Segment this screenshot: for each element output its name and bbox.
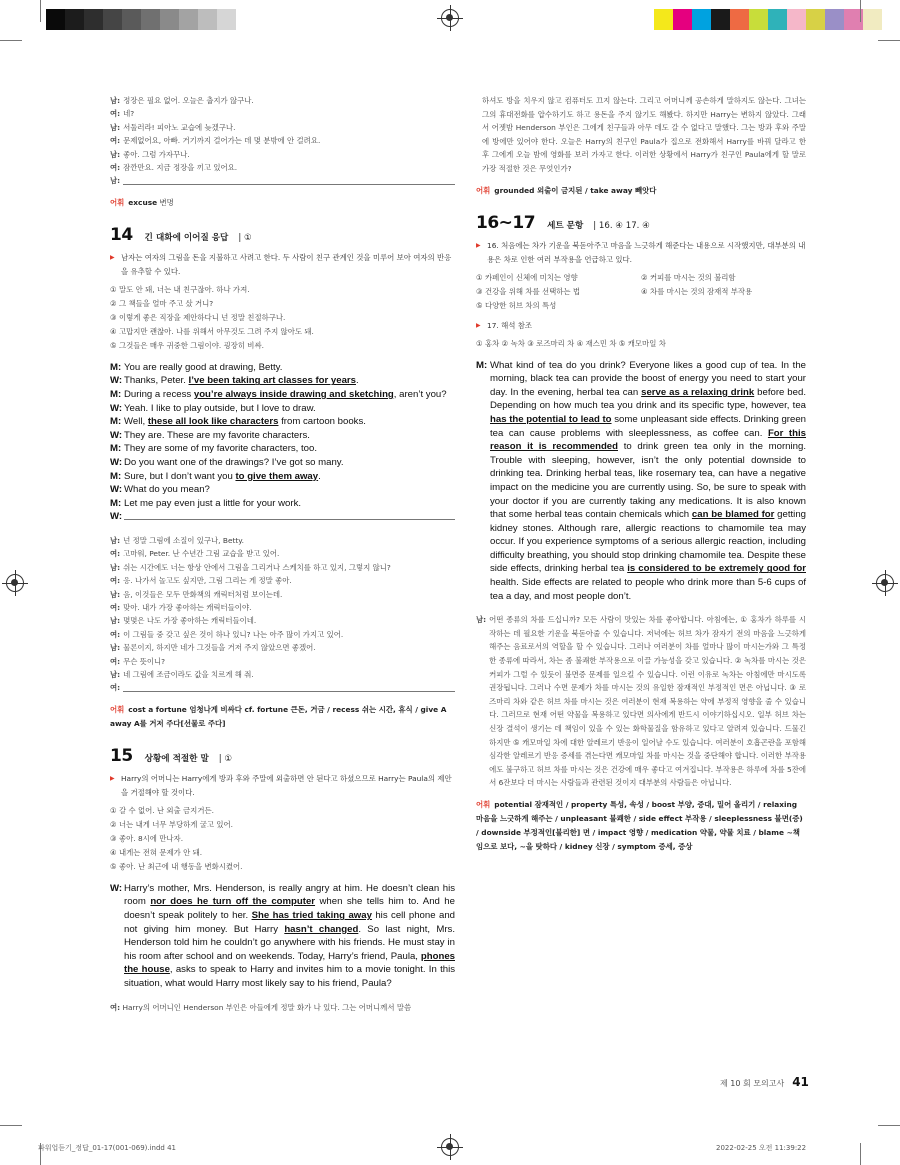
speaker-label: W: <box>110 457 123 468</box>
question-number: 15 <box>110 745 133 766</box>
answer-option: ③ 좋아. 8시에 만나자. <box>110 833 184 843</box>
speaker-label: 남: <box>110 122 121 132</box>
q17-options: ① 홍차 ② 녹차 ③ 로즈마리 차 ④ 재스민 차 ⑤ 캐모마일 차 <box>476 338 666 348</box>
plain-text: his cell phone and not giving him money. But Harry <box>124 910 455 935</box>
key-phrase: these all look like characters <box>147 416 279 428</box>
q16-vocab <box>476 798 806 854</box>
speaker-label: 남: <box>110 535 121 545</box>
translation-line <box>110 628 455 641</box>
plain-text: Well, <box>124 416 148 428</box>
line-text: 쉬는 시간에도 너는 항상 안에서 그림을 그리거나 스케치를 하고 있지, 그렇지 않니? <box>123 562 391 572</box>
speaker-label: 여: <box>110 136 121 146</box>
registration-mark-bottom <box>441 1138 459 1156</box>
speaker-label: M: <box>110 443 122 455</box>
color-swatch <box>692 9 711 30</box>
translation-line <box>110 655 455 668</box>
speaker-label: 남: <box>110 96 121 105</box>
left-column <box>110 94 455 1014</box>
answer-option: ⑤ 다양한 허브 차의 특성 <box>476 300 557 310</box>
speaker-label: 여: <box>110 576 121 586</box>
vocab-meaning: 변명 <box>159 197 174 207</box>
plain-text: Thanks, Peter. <box>124 375 189 387</box>
color-swatch <box>65 9 84 30</box>
vocab-text: grounded 외출이 금지된 / take away 빼앗다 <box>494 185 657 195</box>
question-number: 14 <box>110 224 133 245</box>
plain-text: . So last night, Mrs. Henderson told him he couldn’t go anywhere with his friends. He must stay in his room after school and on weekends. Today, Harry’s friend, Paula, <box>124 923 456 962</box>
translation-line <box>110 121 455 134</box>
translation-text: Harry의 어머니인 Henderson 부인은 아들에게 정말 화가 나 있다. 그는 어머니께서 말씀 <box>122 1002 412 1012</box>
key-phrase: to give them away <box>235 470 319 482</box>
line-text: 고마워, Peter. 난 수년간 그림 교습을 받고 있어. <box>123 549 280 559</box>
key-phrase: hasn’t changed <box>284 923 359 935</box>
speaker-label: W: <box>110 484 123 496</box>
passage-text <box>124 882 455 991</box>
dialogue-line <box>110 510 455 524</box>
question-answer: | ① <box>218 753 233 764</box>
answer-option: ② 너는 내게 너무 부당하게 굴고 있어. <box>110 819 234 829</box>
dialogue-text <box>124 497 455 511</box>
speaker-label: 남: <box>110 670 121 680</box>
plain-text: You are really good at drawing, Betty. <box>124 361 283 373</box>
color-swatch <box>654 9 673 30</box>
speaker-label: W: <box>110 402 123 414</box>
q16-options <box>476 271 806 313</box>
speaker-label: M: <box>110 361 122 373</box>
line-text: 좋아. 그럼 가자꾸나. <box>123 149 190 159</box>
key-phrase: phones the house <box>124 950 455 976</box>
dialogue-text <box>124 442 455 456</box>
q16-17-header <box>476 212 806 233</box>
answer-option: ① 말도 안 돼, 너는 내 친구잖아. 하나 가져. <box>110 284 250 294</box>
line-text: 물론이지, 하지만 네가 그것들을 거저 주지 않았으면 좋겠어. <box>123 643 316 653</box>
q15-options <box>110 804 455 874</box>
speaker-label: W: <box>110 511 123 523</box>
translation-line <box>110 534 455 547</box>
translation-text: 어떤 종류의 차를 드십니까? 모든 사람이 맛있는 차를 좋아합니다. 아침에는, ① 홍차가 하루를 시작하는 데 필요한 기운을 북돋아줄 수 있습니다. 저녁에는 허브 차가 잠자기 전의 마음을 느긋하게 해주는 음료로서의 역할을 할 수 있습니다. 그러나 여러분이 차를 얼마나 많이 마시는가와 그 특정한 종류에 따라서, 차는 좀 불쾌한 부작용으로 이끌 가능성을 갖고 있습니다. ② 녹차를 마시는 것은 커피가 그럴 수 있듯이 불면증 문제를 일으킬 수 있습니다. 이런 이유로 녹차는 아침에만 마시도록 권장됩니다. 그러나 수면 문제가 차를 마시는 것의 유일한 잠재적인 부정적인 면은 아닙니다. ③ 로즈마리 차와 같은 허브 차를 마시는 것은 여러분이 현재 복용하는 약에 부정적 영향을 줄 수 있습니다. 그러므로 현재 어떤 약물을 복용하고 있다면 의사에게 반드시 이야기하십시오. 일부 허브 차는 신장 결석이 생기는 데 책임이 있을 수 있는 화학물질을 함유하고 있다고 알려져 있습니다. 드물긴 하지만 ⑤ 캐모마일 차에 대한 알레르기 반응이 일어날 수도 있습니다. 여러분이 호흡곤란을 포함해 심각한 알레르기 반응 증세를 겪는다면 캐모마일 차를 마시는 것을 중단해야 합니다. 이러한 부작용에도 불구하고 허브 차를 마시는 것은 건강에 매우 좋다고 여겨집니다. 부작용은 하루에 차를 5잔에서 6잔보다 더 마시는 사람들과 관련된 것이지 대부분의 사람들은 아닙니다. <box>489 615 806 788</box>
speaker-label: 여: <box>110 683 121 693</box>
crop-mark <box>860 0 861 22</box>
plain-text: before bed. Depending on how much tea you drink and its specific type, however, tea <box>490 386 806 412</box>
translation-line <box>110 588 455 601</box>
crop-mark <box>878 1125 900 1126</box>
translation-line <box>110 547 455 560</box>
q15-header <box>110 745 455 766</box>
dialogue-line <box>110 402 455 416</box>
speaker-label: 여: <box>110 656 121 666</box>
key-phrase: you’re always inside drawing and sketching <box>193 389 394 401</box>
translation-line <box>110 681 455 694</box>
line-text: 서둘러라! 피아노 교습에 늦겠구나. <box>123 122 236 132</box>
plain-text: During a recess <box>124 389 194 401</box>
speaker-label: W: <box>110 882 123 894</box>
question-title: 세트 문항 <box>547 220 584 231</box>
question-answer: | 16. ④ 17. ④ <box>593 220 650 231</box>
speaker-label: M: <box>110 497 122 509</box>
translation-line <box>110 601 455 614</box>
q15-translation-start <box>110 1001 455 1015</box>
answer-option: ⑤ 그것들은 매우 귀중한 그림이야. 굉장히 비싸. <box>110 340 264 350</box>
key-phrase: For this reason it is recommended <box>490 427 806 453</box>
dialogue-line <box>110 442 455 456</box>
color-swatch <box>46 9 65 30</box>
q13-translation-tail <box>110 94 455 188</box>
passage-text <box>490 359 806 604</box>
plain-text: from cartoon books. <box>278 416 366 428</box>
plain-text: health. Side effects are related to people who drink more than 5-6 cups of tea a day, and most people don’t. <box>490 577 806 602</box>
speaker-label: 여: <box>110 163 121 173</box>
question-title: 긴 대화에 이어질 응답 <box>144 232 229 243</box>
speaker-label: 남: <box>110 616 121 626</box>
answer-option: ① 갈 수 없어. 난 외출 금지거든. <box>110 805 214 815</box>
answer-option: ③ 이렇게 좋은 직장을 제안하다니 넌 정말 친절하구나. <box>110 312 286 322</box>
dialogue-line <box>110 497 455 511</box>
translation-line <box>110 668 455 681</box>
answer-option: ③ 건강을 위해 차를 선택하는 법 <box>476 286 581 296</box>
translation-line <box>110 574 455 587</box>
plain-text: What kind of tea do you drink? Everyone likes a good cup of tea. In the morning, black tea can provide the boost of energy you need to start your day. In the evening, herbal tea can <box>490 359 806 398</box>
plain-text: , aren’t you? <box>393 389 447 401</box>
q15-vocab <box>476 184 806 198</box>
q14-explanation: ▶ 남자는 여자의 그림을 돈을 지불하고 사려고 한다. 두 사람이 친구 관계인 것을 미루어 보아 여자의 반응을 유추할 수 있다. <box>110 251 455 279</box>
crop-mark <box>878 40 900 41</box>
answer-blank <box>124 510 455 520</box>
translation-line <box>110 148 455 161</box>
crop-mark <box>0 40 22 41</box>
color-swatch <box>141 9 160 30</box>
key-phrase: I’ve been taking art classes for years <box>188 375 356 387</box>
speaker-label: M: <box>110 416 122 428</box>
color-swatch <box>217 9 236 30</box>
speaker-label: 여: <box>110 109 121 119</box>
registration-mark-left <box>6 574 24 592</box>
color-swatch <box>179 9 198 30</box>
translation-line <box>110 561 455 574</box>
speaker-label: 여: <box>110 1002 121 1012</box>
line-text: 응. 나가서 놀고도 싶지만, 그림 그리는 게 정말 좋아. <box>123 576 292 586</box>
vocab-text: cost a fortune 엄청나게 비싸다 cf. fortune 큰돈, 거금 / recess 쉬는 시간, 휴식 / give A away A를 거저 주다[선물로 주다] <box>110 704 447 728</box>
translation-line <box>110 107 455 120</box>
line-text: 잠깐만요. 지금 정장을 끼고 있어요. <box>123 163 238 173</box>
plain-text: when she tells him to. And he doesn’t speak politely to her. <box>124 896 455 922</box>
dialogue-text <box>124 415 455 429</box>
dialogue-text <box>124 456 455 470</box>
q14-vocab <box>110 703 455 731</box>
crop-mark <box>40 0 41 22</box>
dialogue-line <box>110 361 455 375</box>
line-text: 음, 이것들은 모두 만화책의 캐릭터처럼 보이는데. <box>123 589 283 599</box>
vocab-word: excuse <box>128 197 158 207</box>
translation-line <box>110 174 455 187</box>
q16-explanation: ▶ 16. 처음에는 차가 기운을 북돋아주고 마음을 느긋하게 해준다는 내용으로 시작했지만, 대부분의 내용은 차로 인한 여러 부작용을 언급하고 있다. <box>476 239 806 267</box>
q15-translation-tail: 하셔도 방을 치우지 않고 컴퓨터도 끄지 않는다. 그리고 어머니께 공손하게 말하지도 않는다. 그녀는 그의 휴대전화를 압수하기도 하고 용돈을 주지 않기도 해봤다. 하지만 Harry는 변하지 않았다. 그래서 어젯밤 Henderson 부인은 그에게 친구들과 아무 데도 갈 수 없다고 말했다. 그는 방과 후와 주말에 방에만 있어야 한다. 오늘은 Harry의 친구인 Paula가 집으로 전화해서 Harry를 바꿔 달라고 한 후 그에게 오늘 밤에 영화를 보러 가자고 한다. 이러한 상황에서 Harry가 친구인 Paula에게 할 말로 가장 적절한 것은 무엇인가? <box>482 96 806 173</box>
dialogue-line <box>110 374 455 388</box>
translation-line <box>110 134 455 147</box>
page-number: 41 <box>792 1075 809 1089</box>
dialogue-line <box>110 415 455 429</box>
dialogue-text <box>124 402 455 416</box>
answer-option: ④ 내게는 전혀 문제가 안 돼. <box>110 847 203 857</box>
key-phrase: has the potential to lead to <box>490 413 612 425</box>
q15-explanation: ▶ Harry의 어머니는 Harry에게 방과 후와 주말에 외출하면 안 된다고 하셨으므로 Harry는 Paula의 제안을 거절해야 할 것이다. <box>110 772 455 800</box>
plain-text: , asks to speak to Harry and invites him to a movie tonight. In this situation, what would Harry most likely say to his friend, Paula? <box>124 964 455 989</box>
plain-text: to drink green tea only in the morning. Trouble with sleeping, however, isn’t the only potential downside to drinking tea. Drinking herbal teas, like rosemary tea, can have a negative impact on the medicine you are currently using. So, be sure to speak with your doctor if you are currently taking any medications. It is also known that some herbal teas contain chemicals which <box>490 441 806 521</box>
q14-translation <box>110 534 455 695</box>
q14-options <box>110 283 455 353</box>
plain-text: Harry’s mother, Mrs. Henderson, is really angry at him. He doesn’t clean his room <box>124 882 455 908</box>
color-swatch <box>730 9 749 30</box>
line-text: 몇몇은 나도 가장 좋아하는 캐릭터들이네. <box>123 616 257 626</box>
plain-text: They are. These are my favorite characters. <box>124 429 310 441</box>
dialogue-text <box>124 361 455 375</box>
key-phrase: serve as a relaxing drink <box>641 386 755 398</box>
line-text: 이 그림들 중 갖고 싶은 것이 하나 있니? 나는 아주 많이 가지고 있어. <box>123 629 344 639</box>
question-title: 상황에 적절한 말 <box>144 753 209 764</box>
q17-explanation: ▶ 17. 해석 참조 <box>476 319 806 333</box>
vocab-tag: 어휘 <box>476 185 491 195</box>
key-phrase: can be blamed for <box>691 509 775 521</box>
plain-text: . <box>318 470 321 482</box>
plain-text: . <box>355 375 359 387</box>
line-text: 문제없어요, 아빠. 거기까지 걸어가는 데 몇 분밖에 안 걸려요. <box>123 136 321 146</box>
answer-option: ② 그 책들을 얼마 주고 샀 거니? <box>110 298 214 308</box>
speaker-label: 남: <box>476 615 487 625</box>
plain-text: Let me pay even just a little for your work. <box>124 497 302 509</box>
dialogue-text <box>124 483 455 497</box>
page-footer <box>720 1075 809 1089</box>
footer-label: 제 10 회 모의고사 <box>720 1079 785 1088</box>
speaker-label: 남: <box>110 149 121 159</box>
color-swatch <box>84 9 103 30</box>
slug-date: 2022-02-25 오전 11:39:22 <box>716 1144 807 1152</box>
question-number: 16~17 <box>476 212 536 233</box>
key-phrase: is considered to be extremely good for <box>627 563 806 575</box>
speaker-label: 남: <box>110 176 121 186</box>
crop-mark <box>0 1125 22 1126</box>
color-swatch <box>711 9 730 30</box>
translation-line <box>110 161 455 174</box>
color-swatch <box>863 9 882 30</box>
color-swatch <box>825 9 844 30</box>
speaker-label: 남: <box>110 562 121 572</box>
plain-text: Sure, but I don’t want you <box>124 470 236 482</box>
answer-option: ⑤ 좋아. 난 최근에 내 행동을 변화시켰어. <box>110 861 243 871</box>
translation-line <box>110 641 455 654</box>
color-swatch <box>160 9 179 30</box>
plain-text: Do you want one of the drawings? I’ve got so many. <box>124 457 344 468</box>
answer-option: ① 카페인이 신체에 미치는 영향 <box>476 272 578 282</box>
speaker-label: 여: <box>110 629 121 639</box>
vocab-tag: 어휘 <box>476 799 491 809</box>
dialogue-text <box>124 374 455 388</box>
answer-option: ② 커피를 마시는 것의 불리함 <box>641 272 736 282</box>
speaker-label: M: <box>110 389 122 401</box>
q15-passage <box>110 882 455 991</box>
answer-option: ④ 고맙지만 괜찮아. 나를 위해서 아무것도 그려 주지 않아도 돼. <box>110 326 314 336</box>
line-text: 맞아. 내가 가장 좋아하는 캐릭터들이야. <box>123 603 252 612</box>
color-swatch <box>103 9 122 30</box>
q14-header <box>110 224 455 245</box>
answer-blank <box>123 174 455 184</box>
vocab-tag: 어휘 <box>110 704 125 714</box>
q13-vocab <box>110 196 455 210</box>
question-answer: | ① <box>238 232 252 243</box>
color-swatch <box>806 9 825 30</box>
dialogue-line <box>110 456 455 470</box>
q14-dialogue <box>110 361 455 524</box>
key-phrase: nor does he turn off the computer <box>150 896 316 908</box>
vocab-tag: 어휘 <box>110 197 125 207</box>
dialogue-line <box>110 470 455 484</box>
speaker-label: 남: <box>110 643 121 653</box>
crop-mark <box>860 1143 861 1165</box>
plain-text: They are some of my favorite characters, too. <box>124 443 318 455</box>
line-text: 네? <box>123 109 135 119</box>
q16-translation <box>476 613 806 790</box>
color-swatch <box>122 9 141 30</box>
color-swatch <box>673 9 692 30</box>
dialogue-line <box>110 483 455 497</box>
line-text: 정장은 필요 없어. 오늘은 춥지가 않구나. <box>123 96 254 105</box>
line-text: 무슨 뜻이니? <box>123 656 166 666</box>
answer-blank <box>123 681 455 691</box>
plain-text: Yeah. I like to play outside, but I love to draw. <box>124 402 316 414</box>
dialogue-text <box>124 388 455 402</box>
color-swatch <box>198 9 217 30</box>
color-swatch <box>768 9 787 30</box>
color-swatch <box>749 9 768 30</box>
line-text: 넌 정말 그림에 소질이 있구나, Betty. <box>123 535 244 545</box>
plain-text: some unpleasant side effects. Drinking green tea can cause problems with sleeplessness, as coffee can. <box>490 413 807 439</box>
speaker-label: 여: <box>110 603 121 612</box>
plain-text: getting kidney stones. Although rare, allergic reactions to chamomile tea may occur. If you experience symptoms of a serious allergic reaction, including difficulty breathing, you should stop drinking chamomile tea. Despite these side effects, drinking herbal tea <box>490 509 806 575</box>
registration-mark-top <box>441 9 459 27</box>
translation-line <box>110 614 455 627</box>
line-text: 네 그림에 조금이라도 값을 치르게 해 줘. <box>123 670 254 680</box>
right-column <box>476 94 806 854</box>
speaker-label: M: <box>476 359 488 371</box>
grayscale-color-bar <box>46 9 236 30</box>
dialogue-text <box>124 470 455 484</box>
translation-line <box>110 94 455 107</box>
q16-passage <box>476 359 806 604</box>
dialogue-line <box>110 388 455 402</box>
dialogue-text <box>124 429 455 443</box>
process-color-bar <box>654 9 882 30</box>
speaker-label: W: <box>110 429 123 441</box>
registration-mark-right <box>876 574 894 592</box>
key-phrase: She has tried taking away <box>251 910 372 922</box>
slug-file: 파워업듣기_정답_01-17(001-069).indd 41 <box>38 1144 177 1152</box>
vocab-text: potential 잠재적인 / property 특성, 속성 / boost 부양, 증대, 밀어 올리기 / relaxing 마음을 느긋하게 해주는 / unpleasant 불쾌한 / side effect 부작용 / sleeplessness 불면(증) / downside 부정적인[불리한] 면 / impact 영향 / medication 약물, 약물 치료 / blame ~책임으로 보다, ~을 탓하다 / kidney 신장 / symptom 증세, 증상 <box>476 799 803 851</box>
speaker-label: 남: <box>110 589 121 599</box>
answer-option: ④ 차를 마시는 것의 잠재적 부작용 <box>641 286 753 296</box>
plain-text: What do you mean? <box>124 484 210 496</box>
color-swatch <box>787 9 806 30</box>
speaker-label: W: <box>110 375 123 387</box>
speaker-label: 여: <box>110 549 121 559</box>
dialogue-line <box>110 429 455 443</box>
speaker-label: M: <box>110 470 122 482</box>
